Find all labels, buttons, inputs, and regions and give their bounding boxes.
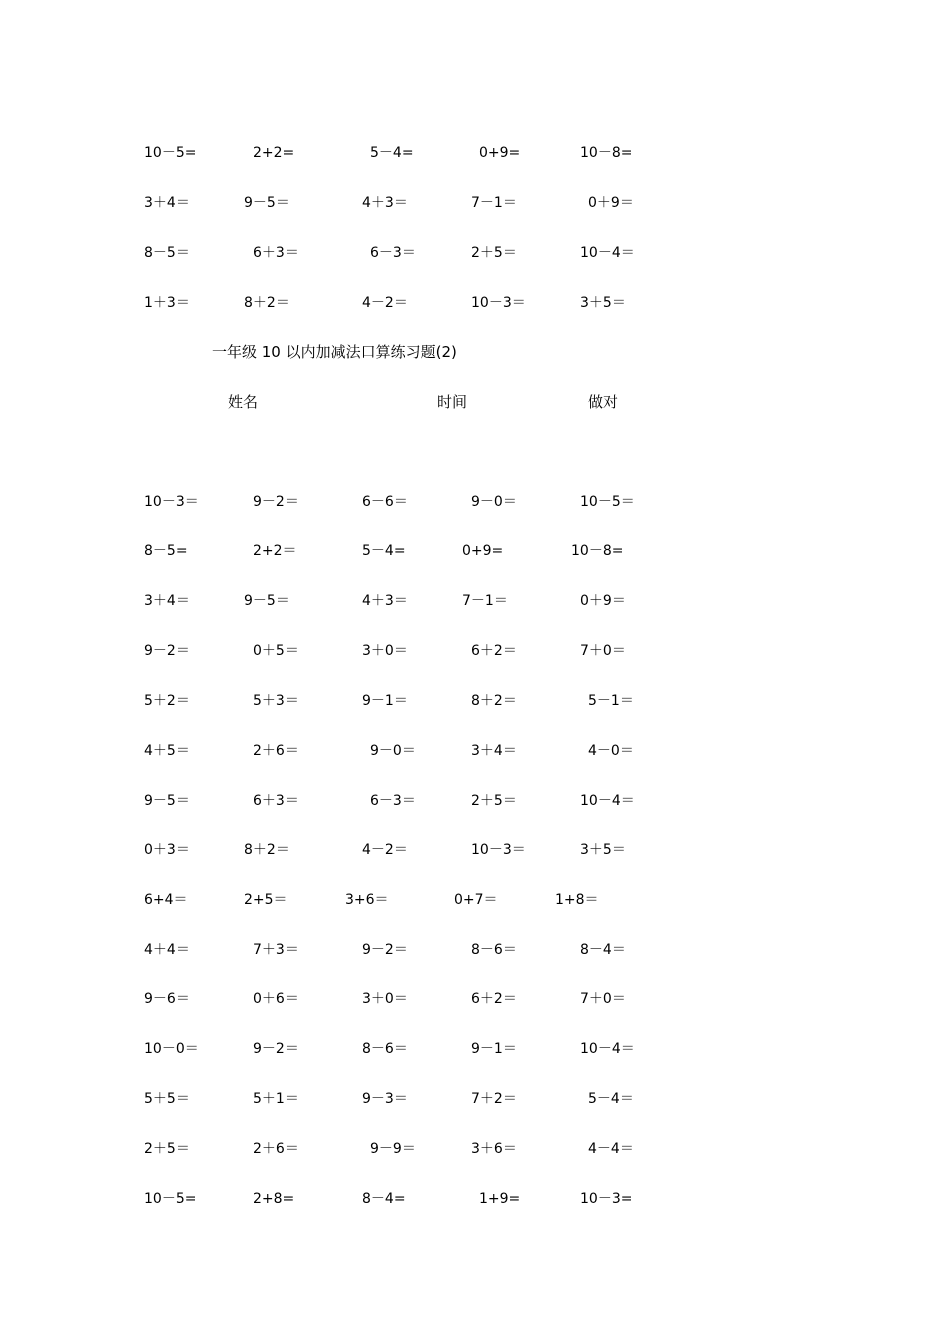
problem: 0＋3＝ bbox=[144, 842, 190, 858]
name-label: 姓名 bbox=[228, 393, 259, 411]
problem: 9－0＝ bbox=[370, 743, 416, 759]
problem: 10－4＝ bbox=[580, 245, 635, 261]
problem-row bbox=[0, 538, 950, 564]
problem: 0+7＝ bbox=[454, 892, 498, 908]
problem: 3＋6＝ bbox=[471, 1141, 517, 1157]
problem: 2+2= bbox=[253, 145, 295, 161]
problem: 8＋2＝ bbox=[471, 693, 517, 709]
problem: 5－1＝ bbox=[588, 693, 634, 709]
problem: 4－4＝ bbox=[588, 1141, 634, 1157]
problem-row bbox=[0, 140, 950, 166]
problem-row bbox=[0, 986, 950, 1012]
problem: 4－2＝ bbox=[362, 842, 408, 858]
problem: 7＋2＝ bbox=[471, 1091, 517, 1107]
problem: 7－1＝ bbox=[462, 593, 508, 609]
problem: 3＋5＝ bbox=[580, 842, 626, 858]
problem: 2＋5＝ bbox=[471, 245, 517, 261]
problem: 6－3＝ bbox=[370, 793, 416, 809]
problem: 9－1＝ bbox=[471, 1041, 517, 1057]
problem: 10－3＝ bbox=[144, 494, 199, 510]
problem: 9－5＝ bbox=[244, 593, 290, 609]
problem-row bbox=[0, 1086, 950, 1112]
problem: 6－3＝ bbox=[370, 245, 416, 261]
problem: 10－4＝ bbox=[580, 1041, 635, 1057]
problem: 0＋5＝ bbox=[253, 643, 299, 659]
problem: 0＋9＝ bbox=[588, 195, 634, 211]
problem: 5＋3＝ bbox=[253, 693, 299, 709]
problem-row bbox=[0, 1186, 950, 1212]
problem: 4＋5＝ bbox=[144, 743, 190, 759]
problem: 9－2＝ bbox=[253, 494, 299, 510]
problem-row bbox=[0, 837, 950, 863]
problem: 7－1＝ bbox=[471, 195, 517, 211]
problem: 10－0＝ bbox=[144, 1041, 199, 1057]
problem-row bbox=[0, 937, 950, 963]
problem-row bbox=[0, 688, 950, 714]
problem: 1+9= bbox=[479, 1191, 521, 1207]
problem-row bbox=[0, 738, 950, 764]
problem: 3＋0＝ bbox=[362, 643, 408, 659]
problem: 10－5= bbox=[144, 1191, 197, 1207]
problem: 6＋3＝ bbox=[253, 245, 299, 261]
problem: 9－5＝ bbox=[144, 793, 190, 809]
problem: 3＋4＝ bbox=[471, 743, 517, 759]
problem: 9－0＝ bbox=[471, 494, 517, 510]
problem: 4－2＝ bbox=[362, 295, 408, 311]
problem: 4－0＝ bbox=[588, 743, 634, 759]
problem: 10－8= bbox=[571, 543, 624, 559]
problem: 5＋5＝ bbox=[144, 1091, 190, 1107]
problem: 6＋2＝ bbox=[471, 643, 517, 659]
problem: 9－2＝ bbox=[253, 1041, 299, 1057]
problem-row bbox=[0, 1136, 950, 1162]
problem: 10－4＝ bbox=[580, 793, 635, 809]
problem: 6+4＝ bbox=[144, 892, 188, 908]
problem: 1+8＝ bbox=[555, 892, 599, 908]
problem: 3＋5＝ bbox=[580, 295, 626, 311]
problem: 5＋2＝ bbox=[144, 693, 190, 709]
problem: 2＋6＝ bbox=[253, 1141, 299, 1157]
problem: 8－4＝ bbox=[580, 942, 626, 958]
problem: 10－5= bbox=[144, 145, 197, 161]
problem: 6＋3＝ bbox=[253, 793, 299, 809]
problem: 9－6＝ bbox=[144, 991, 190, 1007]
problem: 9－5＝ bbox=[244, 195, 290, 211]
problem: 8－6＝ bbox=[362, 1041, 408, 1057]
problem: 2＋5＝ bbox=[144, 1141, 190, 1157]
problem: 10－8= bbox=[580, 145, 633, 161]
problem: 0+9= bbox=[462, 543, 504, 559]
problem: 6＋2＝ bbox=[471, 991, 517, 1007]
problem: 9－3＝ bbox=[362, 1091, 408, 1107]
problem: 3＋4＝ bbox=[144, 593, 190, 609]
problem: 4＋3＝ bbox=[362, 195, 408, 211]
problem: 8－4= bbox=[362, 1191, 406, 1207]
problem: 7＋0＝ bbox=[580, 991, 626, 1007]
problem: 9－9＝ bbox=[370, 1141, 416, 1157]
problem: 0＋9＝ bbox=[580, 593, 626, 609]
problem: 8－6＝ bbox=[471, 942, 517, 958]
problem: 6－6＝ bbox=[362, 494, 408, 510]
time-label: 时间 bbox=[437, 393, 468, 411]
problem-row bbox=[0, 1036, 950, 1062]
problem-row bbox=[0, 489, 950, 515]
problem-row bbox=[0, 190, 950, 216]
problem: 2+5＝ bbox=[244, 892, 288, 908]
problem: 5－4= bbox=[362, 543, 406, 559]
problem: 4＋4＝ bbox=[144, 942, 190, 958]
problem: 2+2＝ bbox=[253, 543, 297, 559]
problem: 5＋1＝ bbox=[253, 1091, 299, 1107]
problem: 7＋3＝ bbox=[253, 942, 299, 958]
problem-row bbox=[0, 588, 950, 614]
problem: 10－3＝ bbox=[471, 842, 526, 858]
problem: 1＋3＝ bbox=[144, 295, 190, 311]
problem: 10－3＝ bbox=[471, 295, 526, 311]
problem: 9－2＝ bbox=[144, 643, 190, 659]
problem: 9－1＝ bbox=[362, 693, 408, 709]
problem: 8＋2＝ bbox=[244, 842, 290, 858]
problem: 2+8= bbox=[253, 1191, 295, 1207]
problem-row bbox=[0, 290, 950, 316]
problem: 9－2＝ bbox=[362, 942, 408, 958]
problem-row bbox=[0, 887, 950, 913]
problem-row bbox=[0, 240, 950, 266]
problem: 0＋6＝ bbox=[253, 991, 299, 1007]
correct-count-label: 做对 bbox=[588, 393, 619, 411]
problem-row bbox=[0, 788, 950, 814]
problem: 10－3= bbox=[580, 1191, 633, 1207]
problem: 8＋2＝ bbox=[244, 295, 290, 311]
problem: 3+6＝ bbox=[345, 892, 389, 908]
problem: 8－5= bbox=[144, 543, 188, 559]
problem: 5－4＝ bbox=[588, 1091, 634, 1107]
problem: 5－4= bbox=[370, 145, 414, 161]
problem: 10－5＝ bbox=[580, 494, 635, 510]
problem: 0+9= bbox=[479, 145, 521, 161]
problem: 3＋0＝ bbox=[362, 991, 408, 1007]
problem: 3＋4＝ bbox=[144, 195, 190, 211]
problem-row bbox=[0, 638, 950, 664]
worksheet-title: 一年级 10 以内加减法口算练习题(2) bbox=[212, 343, 457, 361]
problem: 4＋3＝ bbox=[362, 593, 408, 609]
problem: 8－5＝ bbox=[144, 245, 190, 261]
problem: 7＋0＝ bbox=[580, 643, 626, 659]
problem: 2＋5＝ bbox=[471, 793, 517, 809]
problem: 2＋6＝ bbox=[253, 743, 299, 759]
